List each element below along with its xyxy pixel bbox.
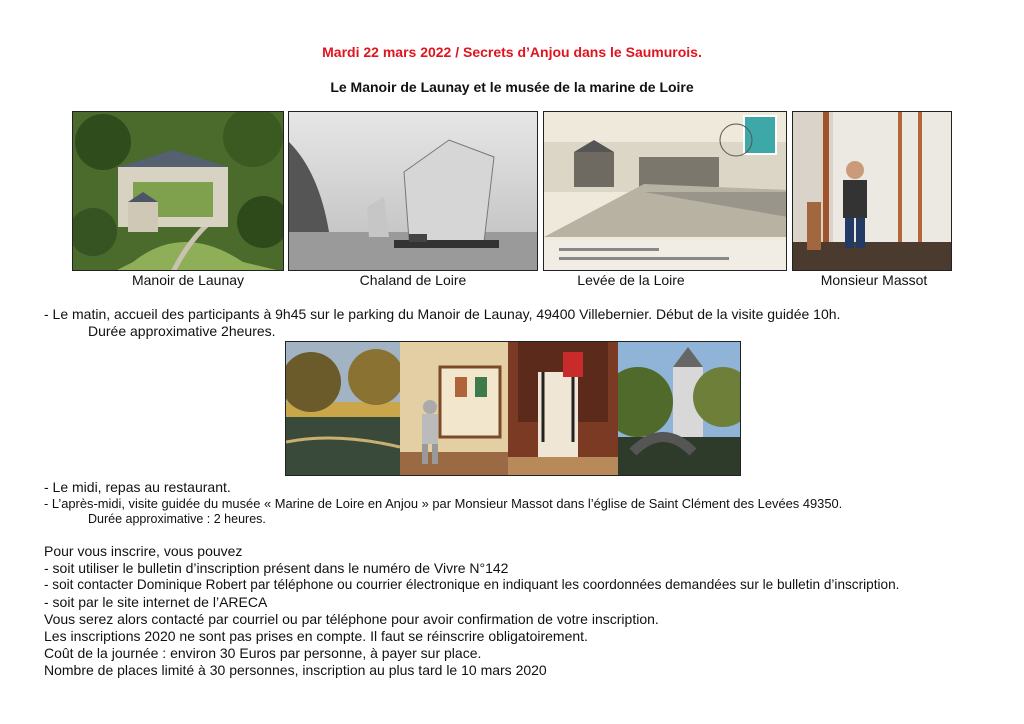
photo-monsieur-massot <box>792 111 952 271</box>
caption-manoir: Manoir de Launay <box>131 272 245 288</box>
collage-photo-chateau <box>618 342 740 475</box>
registration-note-2020: Les inscriptions 2020 ne sont pas prises en compte. Il faut se réinscrire obligatoirement. <box>44 628 588 644</box>
lunch-line: - Le midi, repas au restaurant. <box>44 479 231 495</box>
afternoon-duration: Durée approximative : 2 heures. <box>88 512 266 526</box>
morning-duration: Durée approximative 2heures. <box>88 323 276 339</box>
photo-collage <box>285 341 741 476</box>
registration-limit: Nombre de places limité à 30 personnes, inscription au plus tard le 10 mars 2020 <box>44 662 547 678</box>
page-subtitle: Le Manoir de Launay et le musée de la marine de Loire <box>330 79 694 95</box>
morning-schedule: - Le matin, accueil des participants à 9h45 sur le parking du Manoir de Launay, 49400 Villebernier. Début de la visite guidée 10h. <box>44 306 841 322</box>
collage-photo-stairs <box>508 342 618 475</box>
caption-massot: Monsieur Massot <box>820 272 928 288</box>
registration-option-3: - soit par le site internet de l’ARECA <box>44 594 268 610</box>
photo-levee-de-la-loire <box>543 111 787 271</box>
event-title: Mardi 22 mars 2022 / Secrets d’Anjou dans le Saumurois. <box>322 44 702 60</box>
photo-chaland-de-loire <box>288 111 538 271</box>
afternoon-visit: - L’après-midi, visite guidée du musée « Marine de Loire en Anjou » par Monsieur Massot dans l’église de Saint Clément des Levées 49350. <box>44 496 843 511</box>
collage-photo-canal <box>286 342 400 475</box>
caption-chaland: Chaland de Loire <box>359 272 467 288</box>
registration-option-2: - soit contacter Dominique Robert par téléphone ou courrier électronique en indiquant les coordonnées demandées sur le bulletin d’inscription. <box>44 577 900 592</box>
collage-photo-armor <box>400 342 508 475</box>
registration-cost: Coût de la journée : environ 30 Euros par personne, à payer sur place. <box>44 645 482 661</box>
registration-intro: Pour vous inscrire, vous pouvez <box>44 543 243 559</box>
registration-option-1: - soit utiliser le bulletin d’inscription présent dans le numéro de Vivre N°142 <box>44 560 509 576</box>
photo-manoir-de-launay <box>72 111 284 271</box>
caption-levee: Levée de la Loire <box>577 272 685 288</box>
registration-confirm: Vous serez alors contacté par courriel ou par téléphone pour avoir confirmation de votre inscription. <box>44 611 659 627</box>
